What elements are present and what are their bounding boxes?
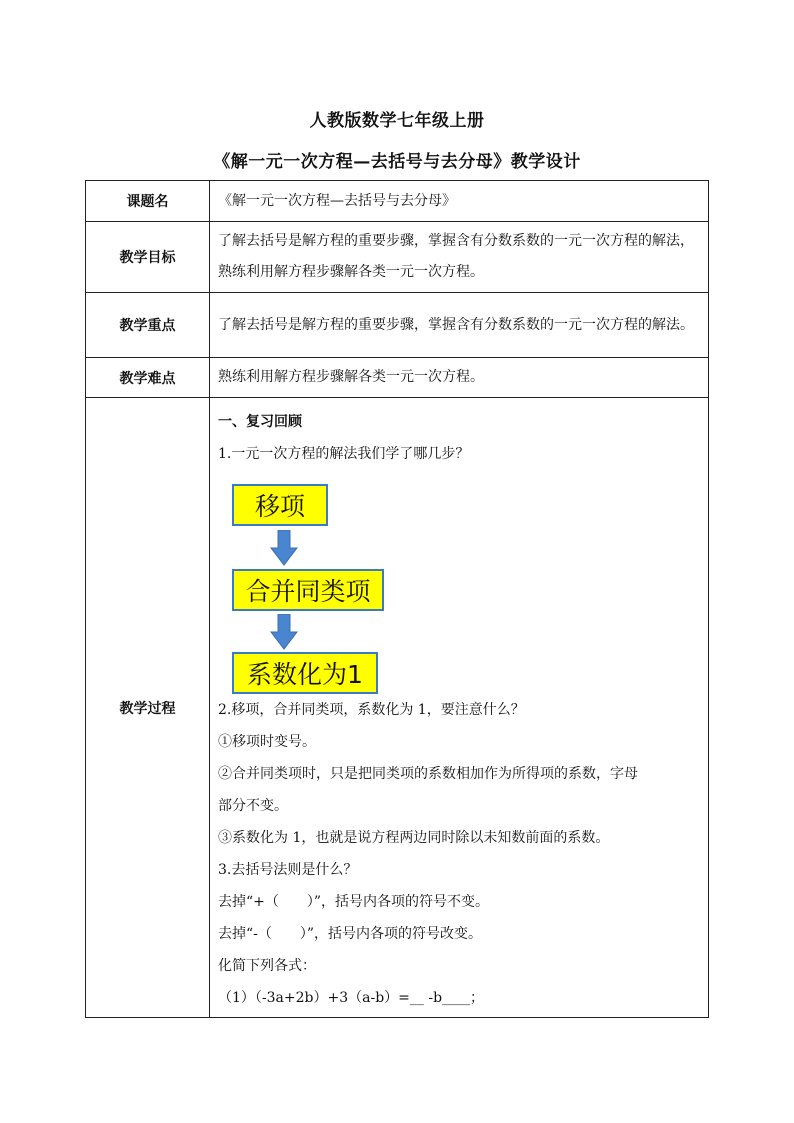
question-2: 2.移项，合并同类项，系数化为 1，要注意什么？ (218, 701, 525, 718)
row-value-difficulties: 熟练利用解方程步骤解各类一元一次方程。 (210, 358, 709, 398)
lesson-plan-table (85, 180, 709, 1018)
question-3: 3.去括号法则是什么？ (218, 861, 358, 878)
row-value-topic: 《解一元一次方程—去括号与去分母》 (210, 181, 709, 222)
row-value-process (210, 398, 709, 1018)
row-label-key-points: 教学重点 (86, 293, 210, 358)
flow-step-coefficient-one: 系数化为1 (232, 652, 378, 694)
table-row (86, 293, 709, 358)
row-value-objectives: 了解去括号是解方程的重要步骤，掌握含有分数系数的一元一次方程的解法，熟练利用解方程步骤解各类一元一次方程。 (210, 222, 709, 293)
flowchart (218, 470, 702, 688)
exercise-1: （1）（-3a+2b）+3（a-b）=__ -b____； (218, 989, 485, 1006)
arrow-down-icon (270, 614, 298, 650)
note-1: ①移项时变号。 (218, 733, 316, 750)
rule-minus: 去掉“-（ ）”，括号内各项的符号改变。 (218, 925, 483, 942)
row-label-difficulties: 教学难点 (86, 358, 210, 398)
rule-plus: 去掉“+（ ）”，括号内各项的符号不变。 (218, 893, 490, 910)
note-2-continued: 部分不变。 (218, 797, 288, 814)
row-label-topic: 课题名 (86, 181, 210, 222)
simplify-prompt: 化简下列各式： (218, 957, 316, 974)
arrow-down-icon (270, 530, 298, 566)
table-row (86, 398, 709, 1018)
table-row (86, 181, 709, 222)
row-label-objectives: 教学目标 (86, 222, 210, 293)
row-value-key-points: 了解去括号是解方程的重要步骤，掌握含有分数系数的一元一次方程的解法。 (210, 293, 709, 358)
document-subtitle: 《解一元一次方程—去括号与去分母》教学设计 (213, 152, 581, 172)
document-title: 人教版数学七年级上册 (309, 111, 485, 131)
section-heading: 一、复习回顾 (218, 413, 302, 430)
row-label-process: 教学过程 (86, 398, 210, 1018)
note-3: ③系数化为 1，也就是说方程两边同时除以未知数前面的系数。 (218, 829, 610, 846)
flow-step-combine-terms: 合并同类项 (232, 569, 384, 611)
question-1: 1.一元一次方程的解法我们学了哪几步？ (218, 445, 470, 462)
table-row (86, 222, 709, 293)
flow-step-move-terms: 移项 (232, 484, 328, 526)
note-2: ②合并同类项时，只是把同类项的系数相加作为所得项的系数，字母 (218, 765, 638, 782)
table-row (86, 358, 709, 398)
